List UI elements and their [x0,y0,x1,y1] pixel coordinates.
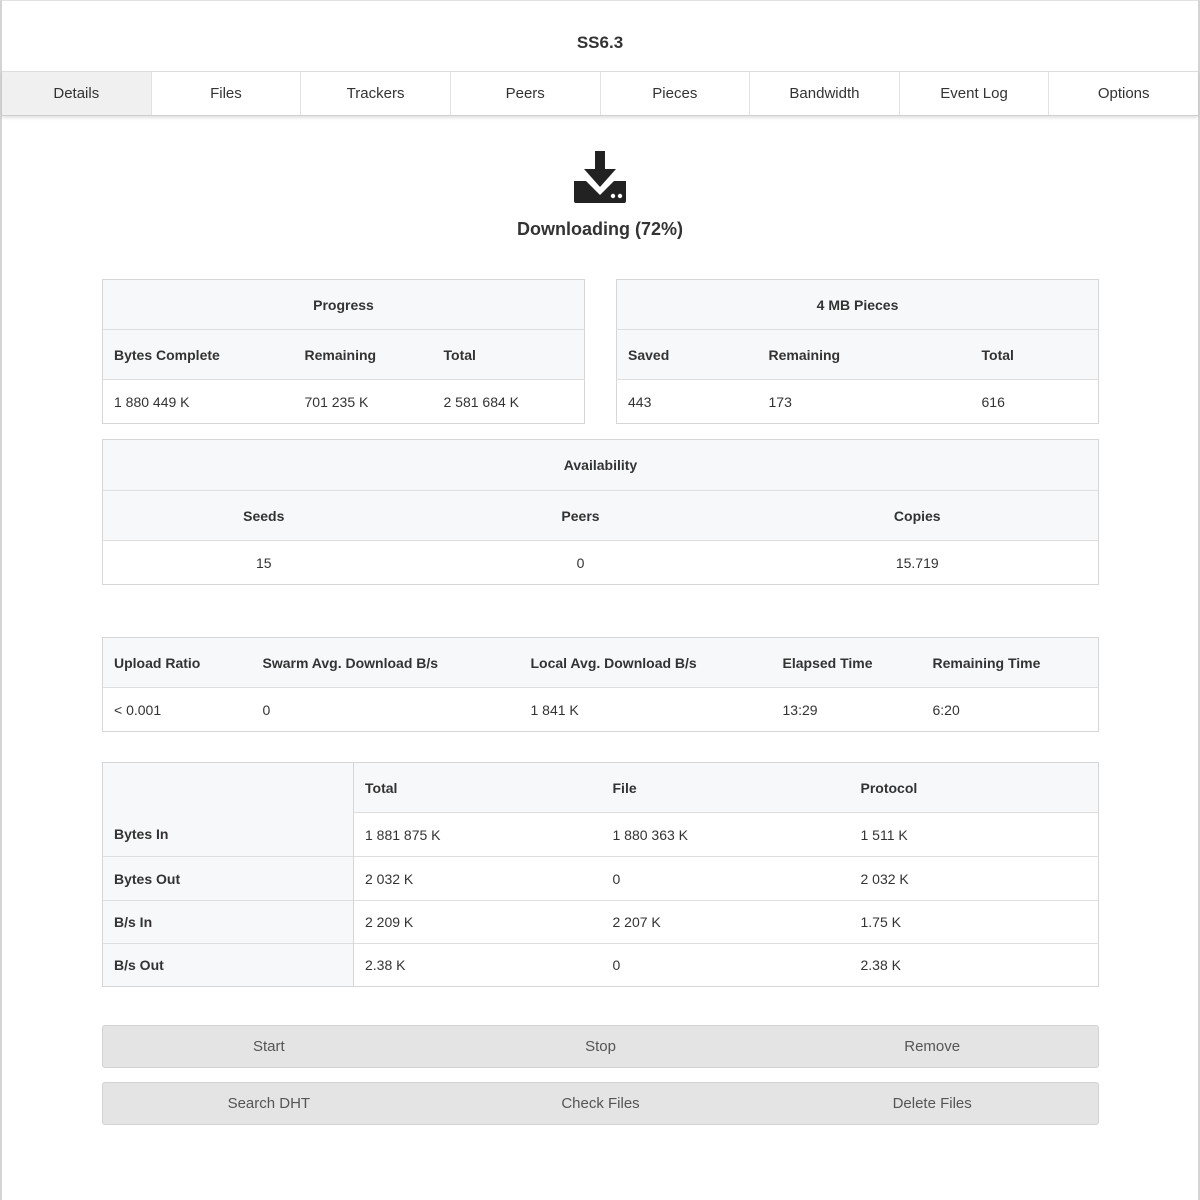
availability-caption: Availability [103,440,1099,491]
stats-header: Upload Ratio [103,638,252,688]
pieces-caption: 4 MB Pieces [617,280,1099,330]
pieces-header: Remaining [758,330,971,380]
transfer-value: 1 881 875 K [354,813,602,857]
transfer-value: 2 032 K [354,857,602,901]
transfer-value: 2 209 K [354,901,602,944]
stats-value: < 0.001 [103,688,252,732]
progress-header: Remaining [294,330,433,380]
pieces-header: Saved [617,330,758,380]
stats-header: Local Avg. Download B/s [520,638,772,688]
tab-peers[interactable]: Peers [451,72,601,115]
search-dht-button[interactable]: Search DHT [227,1095,311,1112]
check-files-button[interactable]: Check Files [561,1095,640,1112]
pieces-value: 173 [758,380,971,424]
transfer-value: 0 [602,857,850,901]
progress-value: 1 880 449 K [103,380,294,424]
transfer-value: 2.38 K [850,944,1099,987]
remove-button[interactable]: Remove [904,1038,961,1055]
tab-bar [2,71,1198,116]
transfer-value: 2.38 K [354,944,602,987]
stats-value: 6:20 [922,688,1099,732]
progress-value: 701 235 K [294,380,433,424]
pieces-header: Total [971,330,1099,380]
tab-bandwidth[interactable]: Bandwidth [750,72,900,115]
stats-value: 0 [252,688,520,732]
table-row [103,901,1099,944]
transfer-value: 2 032 K [850,857,1099,901]
transfer-value: 1 880 363 K [602,813,850,857]
status-text: Downloading (72%) [517,219,683,239]
row-label: B/s Out [103,944,354,987]
table-row [103,944,1099,987]
stats-header: Swarm Avg. Download B/s [252,638,520,688]
availability-value: 15 [103,541,425,585]
delete-files-button[interactable]: Delete Files [892,1095,972,1112]
row-label: B/s In [103,901,354,944]
transfer-corner [103,763,354,813]
pieces-table [616,279,1099,424]
stop-button[interactable]: Stop [585,1038,616,1055]
tab-details[interactable]: Details [2,72,152,115]
availability-header: Peers [425,491,737,541]
progress-value: 2 581 684 K [433,380,585,424]
progress-caption: Progress [103,280,585,330]
transfer-value: 2 207 K [602,901,850,944]
availability-header: Seeds [103,491,425,541]
pieces-value: 616 [971,380,1099,424]
table-row [103,813,1099,857]
progress-header: Total [433,330,585,380]
transfer-header: File [602,763,850,813]
stats-header: Elapsed Time [772,638,922,688]
stats-value: 13:29 [772,688,922,732]
row-label: Bytes Out [103,857,354,901]
pieces-value: 443 [617,380,758,424]
progress-header: Bytes Complete [103,330,294,380]
availability-table [102,439,1099,585]
availability-value: 0 [425,541,737,585]
download-drive-icon [572,151,628,203]
transfer-header: Total [354,763,602,813]
transfer-header: Protocol [850,763,1099,813]
stats-value: 1 841 K [520,688,772,732]
availability-value: 15.719 [737,541,1099,585]
table-row [103,857,1099,901]
action-buttons-row-2 [102,1082,1099,1125]
stats-table [102,637,1099,732]
action-buttons-row-1 [102,1025,1099,1068]
tab-trackers[interactable]: Trackers [301,72,451,115]
row-label: Bytes In [103,813,354,857]
tab-pieces[interactable]: Pieces [601,72,751,115]
tab-files[interactable]: Files [152,72,302,115]
start-button[interactable]: Start [252,1038,285,1055]
availability-header: Copies [737,491,1099,541]
page-title: SS6.3 [576,33,624,52]
stats-header: Remaining Time [922,638,1099,688]
transfer-value: 0 [602,944,850,987]
tab-options[interactable]: Options [1097,85,1150,102]
tab-event-log[interactable]: Event Log [900,72,1050,115]
progress-table [102,279,585,424]
transfer-value: 1 511 K [850,813,1099,857]
transfer-value: 1.75 K [850,901,1099,944]
transfer-table [102,762,1099,987]
